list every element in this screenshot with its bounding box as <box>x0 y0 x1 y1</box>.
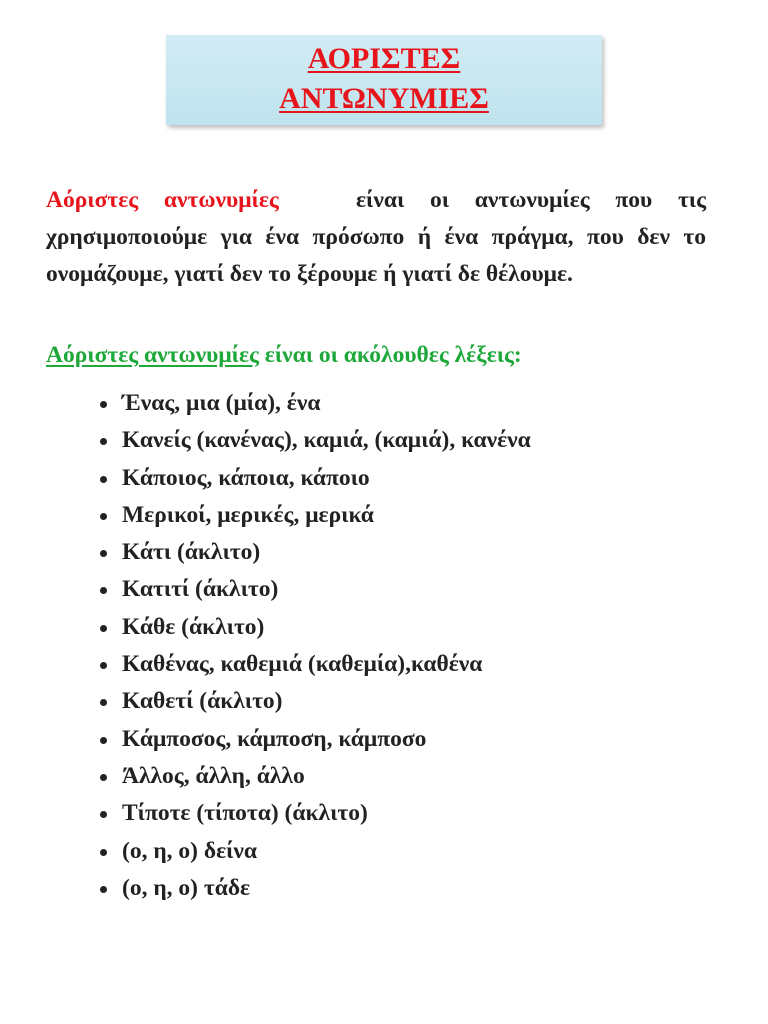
list-heading-term: Αόριστες αντωνυμίες <box>46 342 259 368</box>
list-item <box>96 534 531 571</box>
list-item-text: Κατιτί (άκλιτο) <box>122 576 279 603</box>
list-item-text: Μερικοί, μερικές, μερικά <box>122 501 374 528</box>
bullet-icon <box>100 476 107 483</box>
list-item <box>96 571 531 608</box>
list-item-text: Κάποιος, κάποια, κάποιο <box>122 464 370 491</box>
list-item-text: Ένας, μια (μία), ένα <box>122 390 321 416</box>
list-item <box>96 385 531 422</box>
bullet-icon <box>100 513 107 520</box>
list-heading <box>46 337 746 374</box>
bullet-icon <box>100 662 107 669</box>
list-item-text: (ο, η, ο) δείνα <box>122 837 258 864</box>
list-item-text: Κάθε (άκλιτο) <box>122 613 265 640</box>
list-item <box>96 460 531 497</box>
title-line-1: ΑΟΡΙΣΤΕΣ <box>307 42 461 75</box>
list-item-text: Κάμποσος, κάμποση, κάμποσο <box>122 725 427 752</box>
intro-paragraph <box>46 182 706 293</box>
list-item <box>96 870 531 907</box>
bullet-icon <box>100 774 107 781</box>
intro-text: είναι οι αντωνυμίες που τις χρησιμοποιούμε για ένα πρόσωπο ή ένα πράγμα, που δεν το ονομάζουμε, γιατί δεν το ξέρουμε ή γιατί δε θέλουμε. <box>46 187 706 287</box>
pronoun-list <box>96 385 531 907</box>
bullet-icon <box>100 811 107 818</box>
bullet-icon <box>100 625 107 632</box>
bullet-icon <box>100 886 107 893</box>
bullet-icon <box>100 699 107 706</box>
bullet-icon <box>100 849 107 856</box>
title-line-2: ΑΝΤΩΝΥΜΙΕΣ <box>279 82 489 115</box>
list-item <box>96 833 531 870</box>
list-item-text: Κάτι (άκλιτο) <box>122 539 261 566</box>
list-item <box>96 795 531 832</box>
bullet-icon <box>100 550 107 557</box>
list-heading-text: είναι οι ακόλουθες λέξεις: <box>264 342 522 368</box>
bullet-icon <box>100 737 107 744</box>
intro-term: Αόριστες αντωνυμίες <box>46 187 279 213</box>
bullet-icon <box>100 401 107 408</box>
list-item <box>96 497 531 534</box>
list-item <box>96 683 531 720</box>
list-item-text: Καθετί (άκλιτο) <box>122 688 283 715</box>
list-item <box>96 721 531 758</box>
bullet-icon <box>100 438 107 445</box>
list-item-text: Τίποτε (τίποτα) (άκλιτο) <box>122 800 368 827</box>
list-item-text: (ο, η, ο) τάδε <box>122 874 251 901</box>
title-box <box>166 35 602 125</box>
bullet-icon <box>100 587 107 594</box>
list-item-text: Καθένας, καθεμιά (καθεμία),καθένα <box>122 651 483 678</box>
list-item <box>96 609 531 646</box>
list-item-text: Άλλος, άλλη, άλλο <box>122 762 305 789</box>
list-item-text: Κανείς (κανένας), καμιά, (καμιά), κανένα <box>122 427 531 454</box>
list-item <box>96 422 531 459</box>
list-item <box>96 758 531 795</box>
list-item <box>96 646 531 683</box>
